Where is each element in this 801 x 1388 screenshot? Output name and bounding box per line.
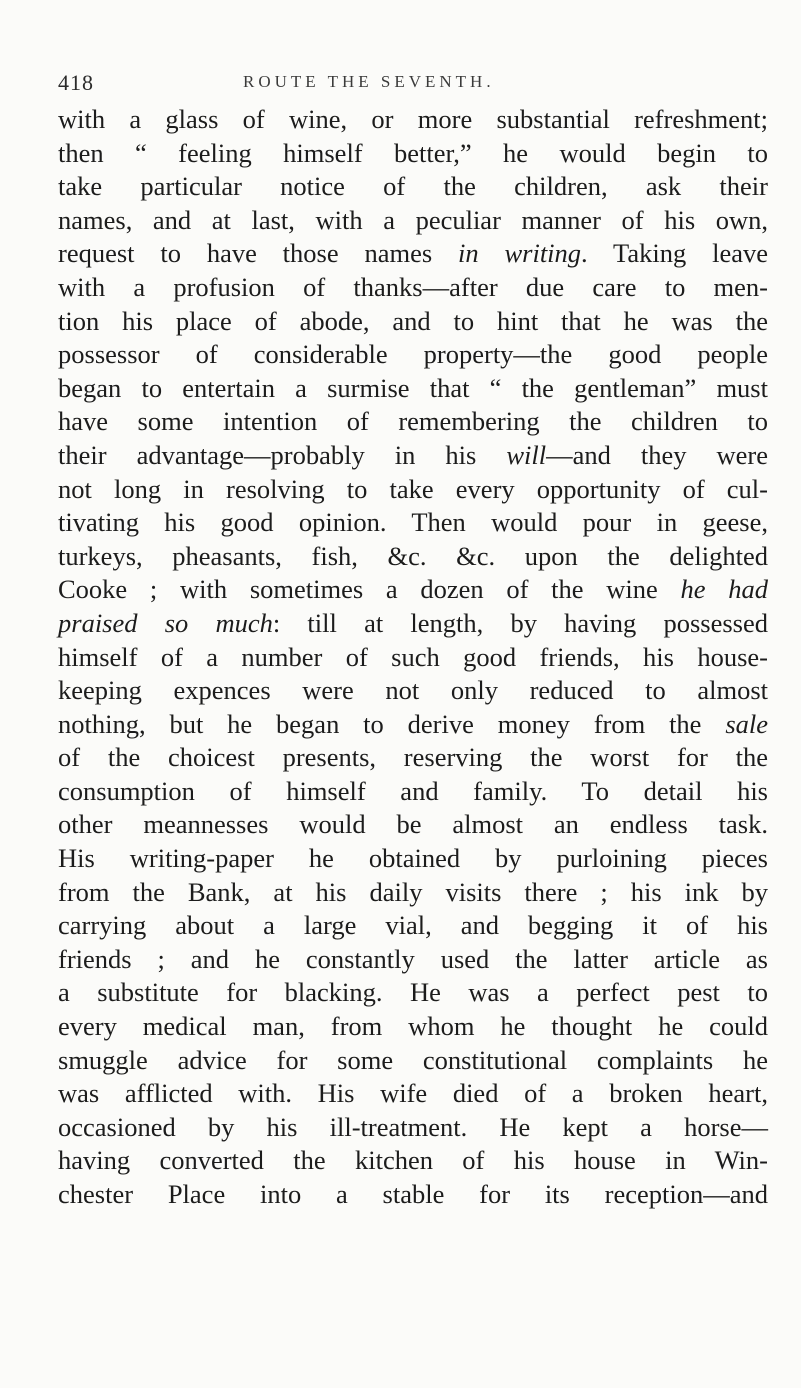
running-title: ROUTE THE SEVENTH. xyxy=(243,72,495,91)
text-line xyxy=(58,607,768,641)
text-line: have some intention of remembering the children to xyxy=(58,406,768,437)
text-line: friends ; and he constantly used the latter article as xyxy=(58,943,768,974)
text-line: His writing-paper he obtained by purloining pieces xyxy=(58,843,768,874)
text-line xyxy=(58,237,768,271)
text-line: take particular notice of the children, ask their xyxy=(58,171,768,202)
text-line: having converted the kitchen of his house in Win- xyxy=(58,1145,768,1176)
text-line: began to entertain a surmise that “ the gentleman” must xyxy=(58,372,768,403)
italic-segment: praised so much xyxy=(58,607,273,638)
italic-segment: sale xyxy=(725,708,768,739)
text-line: possessor of considerable property—the good people xyxy=(58,339,768,370)
text-line: turkeys, pheasants, fish, &c. &c. upon the delighted xyxy=(58,540,768,571)
page-number: 418 xyxy=(58,70,94,95)
text-line: tivating his good opinion. Then would pour in geese, xyxy=(58,507,768,538)
text-segment: . Taking leave xyxy=(581,238,768,269)
text-line: carrying about a large vial, and begging it of his xyxy=(58,910,768,941)
text-segment: : till at length, by having possessed xyxy=(272,607,768,638)
text-line: occasioned by his ill-treatment. He kept a horse— xyxy=(58,1111,768,1142)
text-segment: nothing, but he began to derive money from the xyxy=(58,708,702,739)
text-line xyxy=(58,439,768,473)
text-line: himself of a number of such good friends, his house- xyxy=(58,641,768,672)
italic-segment: will xyxy=(506,439,547,470)
text-line: then “ feeling himself better,” he would begin to xyxy=(58,137,768,168)
running-head xyxy=(58,70,758,100)
text-line: keeping expences were not only reduced to almost xyxy=(58,675,768,706)
text-line: not long in resolving to take every opportunity of cul- xyxy=(58,473,768,504)
body-text xyxy=(58,103,768,1212)
text-segment: their advantage—probably in his xyxy=(58,439,477,470)
text-line: other meannesses would be almost an endless task. xyxy=(58,809,768,840)
text-line xyxy=(58,573,768,607)
text-line: with a glass of wine, or more substantial refreshment; xyxy=(58,104,768,134)
text-segment: request to have those names xyxy=(58,238,433,269)
text-line: was afflicted with. His wife died of a broken heart, xyxy=(58,1078,768,1109)
text-segment: —and they were xyxy=(546,439,768,470)
text-line: names, and at last, with a peculiar manner of his own, xyxy=(58,204,768,235)
text-line: tion his place of abode, and to hint that he was the xyxy=(58,305,768,336)
text-line: consumption of himself and family. To detail his xyxy=(58,775,768,806)
text-line: a substitute for blacking. He was a perfect pest to xyxy=(58,977,768,1008)
text-line: smuggle advice for some constitutional complaints he xyxy=(58,1044,768,1075)
text-line: with a profusion of thanks—after due care to men- xyxy=(58,271,768,302)
text-line: of the choicest presents, reserving the worst for the xyxy=(58,742,768,773)
text-line: chester Place into a stable for its reception—and xyxy=(58,1179,768,1209)
text-line: every medical man, from whom he thought he could xyxy=(58,1011,768,1042)
italic-segment: he had xyxy=(680,574,769,605)
text-line xyxy=(58,708,768,742)
text-line: from the Bank, at his daily visits there ; his ink by xyxy=(58,876,768,907)
text-segment: Cooke ; with sometimes a dozen of the wine xyxy=(58,574,658,605)
italic-segment: in writing xyxy=(458,238,582,269)
